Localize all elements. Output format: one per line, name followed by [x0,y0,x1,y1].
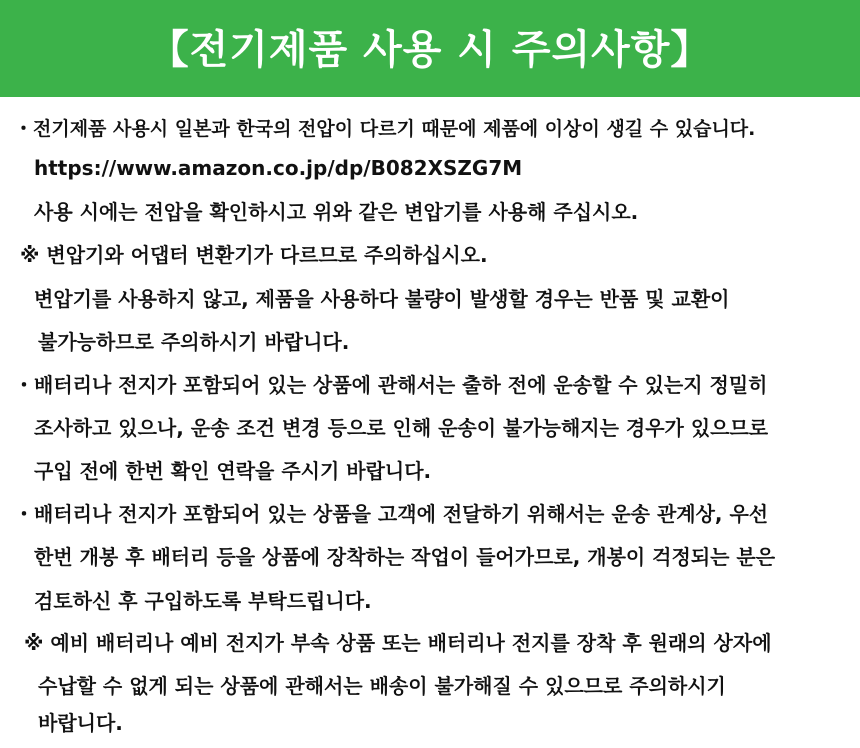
note-spare-battery-2: 수납할 수 없게 되는 상품에 관해서는 배송이 불가해질 수 있으므로 주의하시기 [38,674,726,698]
header-banner [0,0,860,97]
notice-line-battery-install-2: 한번 개봉 후 배터리 등을 상품에 장착하는 작업이 들어가므로, 개봉이 걱정되는 분은 [34,545,776,569]
notice-line-battery-install-1: ・배터리나 전지가 포함되어 있는 상품을 고객에 전달하기 위해서는 운송 관계상, 우선 [14,502,769,526]
notice-line-no-refund-1: 변압기를 사용하지 않고, 제품을 사용하다 불량이 발생할 경우는 반품 및 교환이 [34,287,730,311]
notice-line-battery-shipping-3: 구입 전에 한번 확인 연락을 주시기 바랍니다. [34,459,432,483]
notice-line-use-transformer: 사용 시에는 전압을 확인하시고 위와 같은 변압기를 사용해 주십시오. [34,200,639,224]
notice-line-battery-install-3: 검토하신 후 구입하도록 부탁드립니다. [34,589,372,613]
notice-line-battery-shipping-2: 조사하고 있으나, 운송 조건 변경 등으로 인해 운송이 불가능해지는 경우가 있으므로 [34,416,769,440]
notice-line-battery-shipping-1: ・배터리나 전지가 포함되어 있는 상품에 관해서는 출하 전에 운송할 수 있는지 정밀히 [14,373,768,397]
note-transformer-vs-adapter: ※ 변압기와 어댑터 변환기가 다르므로 주의하십시오. [20,243,488,267]
page-title: 【전기제품 사용 시 주의사항】 [148,27,712,73]
note-spare-battery-1: ※ 예비 배터리나 예비 전지가 부속 상품 또는 배터리나 전지를 장착 후 원래의 상자에 [24,631,772,655]
notice-line-voltage-warning: ・전기제품 사용시 일본과 한국의 전압이 다르기 때문에 제품에 이상이 생길 수 있습니다. [14,118,756,140]
notice-line-no-refund-2: 불가능하므로 주의하시기 바랍니다. [38,330,350,354]
transformer-link-url: https://www.amazon.co.jp/dp/B082XSZG7M [34,156,523,180]
note-spare-battery-3: 바랍니다. [38,711,123,735]
